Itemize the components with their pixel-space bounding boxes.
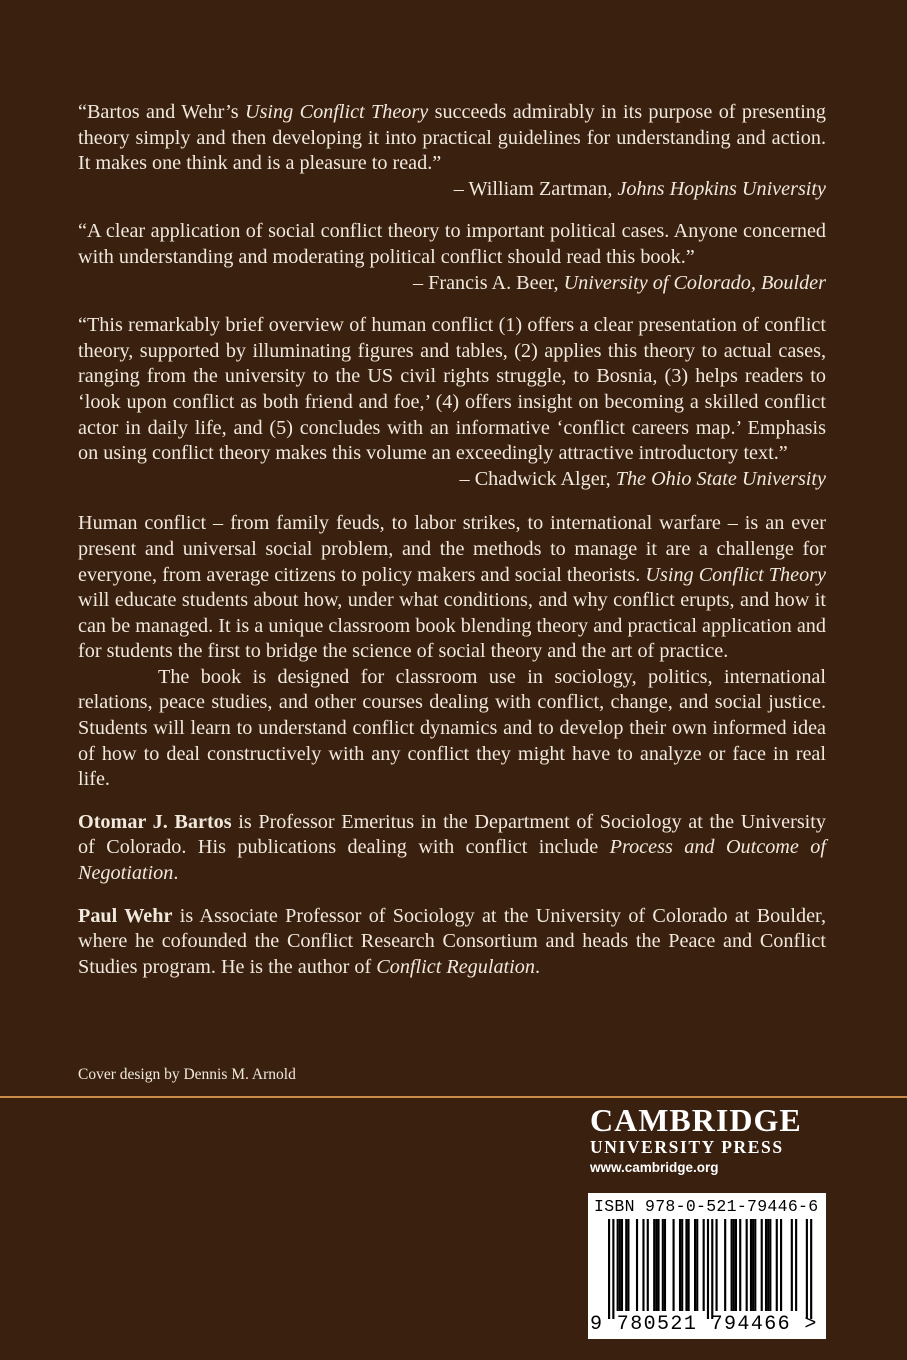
barcode-bar bbox=[780, 1219, 782, 1311]
barcode-bar bbox=[625, 1219, 627, 1311]
quote-text: “Bartos and Wehr’s bbox=[78, 101, 245, 123]
author-bio-text: is Associate Professor of Sociology at the University of Colorado at Boulder, where he cofounded the Conflict Research Consortium and heads the Peace and Conflict Studies program. He is the author of bbox=[78, 904, 826, 978]
praise-attribution-2 bbox=[78, 271, 826, 297]
barcode-bar bbox=[791, 1219, 793, 1311]
isbn-barcode-panel bbox=[588, 1193, 826, 1339]
praise-attribution-1 bbox=[78, 177, 826, 203]
book-title: Using Conflict Theory bbox=[245, 101, 429, 123]
description-text: will educate students about how, under what conditions, and why conflict erupts, and how it can be managed. It is a unique classroom book blending theory and practical application and for students the first to bridge the science of social theory and the art of practice. bbox=[78, 589, 826, 663]
book-title: Conflict Regulation bbox=[376, 955, 535, 978]
author-bio-text: . bbox=[534, 955, 541, 978]
publisher-url: www.cambridge.org bbox=[590, 1160, 719, 1175]
cover-credit: Cover design by Dennis M. Arnold bbox=[78, 1066, 296, 1083]
barcode-bar bbox=[612, 1219, 614, 1319]
barcode-bar bbox=[711, 1219, 713, 1319]
barcode-bar bbox=[662, 1219, 664, 1311]
barcode-bar bbox=[681, 1219, 683, 1311]
barcode-bar bbox=[608, 1219, 610, 1319]
attribution-affiliation: The Ohio State University bbox=[615, 467, 826, 490]
barcode-bar bbox=[696, 1219, 698, 1311]
attribution-name: – William Zartman, bbox=[453, 177, 618, 200]
attribution-name: – Francis A. Beer, bbox=[413, 271, 564, 294]
barcode-bar bbox=[731, 1219, 733, 1311]
praise-quote-2 bbox=[78, 219, 826, 270]
publisher-subtitle: UNIVERSITY PRESS bbox=[590, 1137, 784, 1157]
ean-digits: 9 780521 794466 > bbox=[590, 1313, 818, 1336]
quote-text: “This remarkably brief overview of human conflict (1) offers a clear presentation of conflict theory, supported by illuminating figures and tables, (2) applies this theory to actual cases, ranging from the university to the US civil rights struggle, to Bosnia, (3) helps readers to ‘look upon conflict as both friend and foe,’ (4) offers insight on becoming a skilled conflict actor in daily life, and (5) concludes with an informative ‘conflict careers map.’ Emphasis on using conflict theory makes this volume an exceedingly attractive introductory text.” bbox=[78, 314, 826, 465]
barcode-bar bbox=[776, 1219, 778, 1311]
barcode-bar bbox=[627, 1219, 629, 1311]
author-bio-1 bbox=[78, 810, 826, 887]
barcode-bar bbox=[647, 1219, 649, 1311]
barcode-bar bbox=[655, 1219, 657, 1311]
barcode-bar bbox=[664, 1219, 666, 1311]
barcode-bar bbox=[724, 1219, 726, 1311]
barcode-bar bbox=[765, 1219, 767, 1311]
book-title: Using Conflict Theory bbox=[645, 563, 826, 586]
barcode-bar bbox=[716, 1219, 718, 1311]
divider-rule bbox=[0, 1096, 907, 1098]
praise-quote-1 bbox=[78, 100, 826, 177]
attribution-affiliation: Johns Hopkins University bbox=[617, 177, 826, 200]
barcode-bar bbox=[703, 1219, 705, 1311]
publisher-logo bbox=[590, 1103, 830, 1179]
barcode-bar bbox=[739, 1219, 741, 1311]
barcode-bar bbox=[679, 1219, 681, 1311]
barcode-bar bbox=[806, 1219, 808, 1319]
author-name: Paul Wehr bbox=[78, 904, 173, 927]
barcode-bar bbox=[694, 1219, 696, 1311]
isbn-label: ISBN 978-0-521-79446-6 bbox=[594, 1197, 819, 1216]
barcode-bar bbox=[767, 1219, 769, 1311]
publisher-name: CAMBRIDGE bbox=[590, 1102, 802, 1138]
barcode-bar bbox=[621, 1219, 623, 1311]
barcode-bar bbox=[653, 1219, 655, 1311]
barcode-bar bbox=[636, 1219, 638, 1311]
barcode-bar bbox=[810, 1219, 812, 1319]
barcode-bar bbox=[688, 1219, 690, 1311]
author-name: Otomar J. Bartos bbox=[78, 810, 232, 833]
barcode-bar bbox=[685, 1219, 687, 1311]
barcode-bar bbox=[735, 1219, 737, 1311]
author-bio-text: . bbox=[173, 862, 179, 885]
text-column bbox=[78, 100, 826, 980]
barcode-bar bbox=[673, 1219, 675, 1311]
attribution-affiliation: University of Colorado, Boulder bbox=[563, 271, 826, 294]
barcode-bar bbox=[754, 1219, 756, 1311]
barcode-bar bbox=[657, 1219, 659, 1311]
barcode-bar bbox=[769, 1219, 771, 1311]
barcode-bar bbox=[752, 1219, 754, 1311]
barcode-bar bbox=[761, 1219, 763, 1311]
praise-attribution-3 bbox=[78, 467, 826, 493]
barcode-bar bbox=[733, 1219, 735, 1311]
barcode-bar bbox=[617, 1219, 619, 1311]
description-paragraph-1 bbox=[78, 511, 826, 665]
quote-text: succeeds admirably in its purpose of presenting theory simply and then developing it into practical guidelines for understanding and action. It makes one think and is a pleasure to read.” bbox=[78, 101, 826, 175]
description-paragraph-2: The book is designed for classroom use in sociology, politics, international relations, peace studies, and other courses dealing with conflict, change, and social justice. Students will learn to understand conflict dynamics and to develop their own informed idea of how to deal constructively with any conflict they might have to analyze or face in real life. bbox=[78, 665, 826, 791]
barcode-bar bbox=[750, 1219, 752, 1311]
barcode-bar bbox=[642, 1219, 644, 1311]
author-bio-text: is Professor Emeritus in the Department of Sociology at the University of Colorado. His publications dealing with conflict include bbox=[78, 810, 826, 859]
attribution-name: – Chadwick Alger, bbox=[459, 467, 616, 490]
barcode-bar bbox=[795, 1219, 797, 1311]
author-bio-2 bbox=[78, 904, 826, 981]
barcode-bar bbox=[746, 1219, 748, 1311]
description-text: Human conflict – from family feuds, to labor strikes, to international warfare – is an ever present and universal social problem, and the methods to manage it are a challenge for everyone, from average citizens to policy makers and social theorists. bbox=[78, 512, 826, 586]
book-title: Process and Outcome of Negotiation bbox=[78, 836, 826, 885]
barcode-bar bbox=[619, 1219, 621, 1311]
barcode-bar bbox=[707, 1219, 709, 1319]
quote-text: “A clear application of social conflict theory to important political cases. Anyone concerned with understanding and moderating political conflict should read this book.” bbox=[78, 220, 826, 268]
praise-quote-3 bbox=[78, 313, 826, 467]
